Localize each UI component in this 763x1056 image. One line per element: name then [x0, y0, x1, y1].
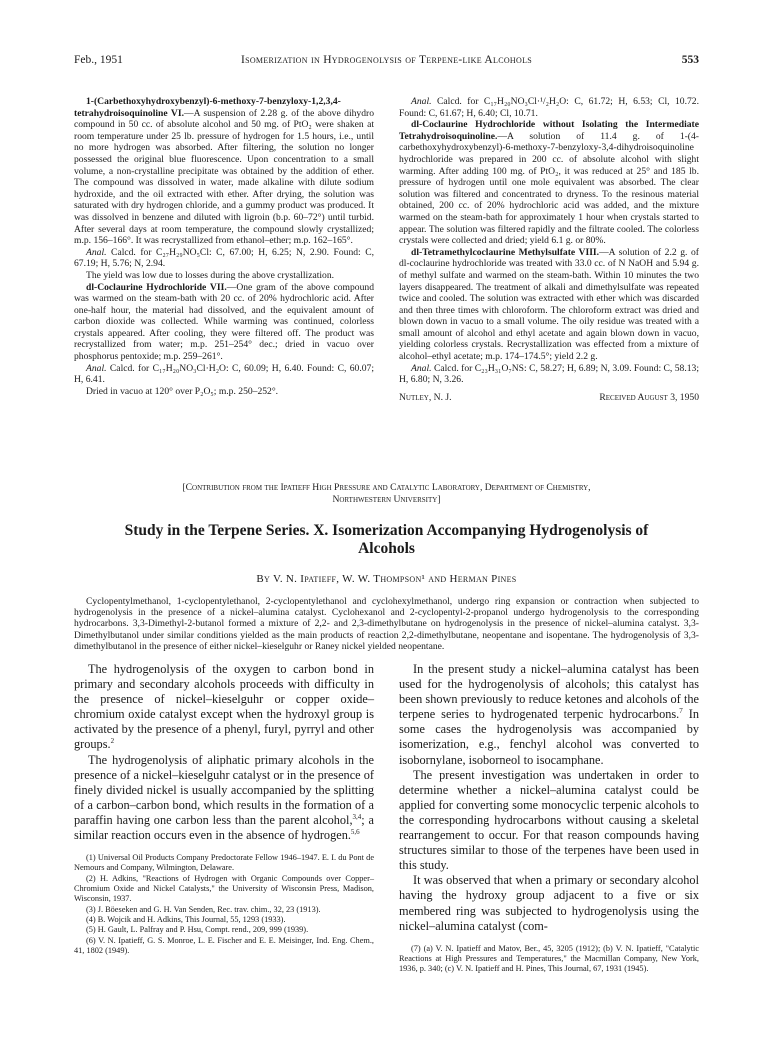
footnotes-left: [74, 853, 374, 956]
section-heading: dl-Coclaurine Hydrochloride VII.: [86, 281, 227, 293]
received-date: Received August 3, 1950: [599, 391, 699, 403]
citation-marker: 3,4: [352, 812, 362, 821]
paragraph-text: The hydrogenolysis of aliphatic primary alcohols in the presence of a nickel–kieselguhr catalyst or in the presence of finely divided nickel is usually accompanied by the splitting of a carbon–carbon bond, which results in the formation of a paraffin having one carbon less than the parent alcohol,: [74, 752, 374, 827]
paragraph-text: ; a similar reaction occurs even in the absence of hydrogen.: [74, 812, 374, 843]
previous-article-column-right: [399, 96, 699, 403]
contribution-line: [Contribution from the Ipatieff High Pressure and Catalytic Laboratory, Department of Chemistry,: [182, 482, 591, 493]
footnote: (2) H. Adkins, "Reactions of Hydrogen with Organic Compounds over Copper–Chromium Oxide and Nickel Catalysts," the University of Wisconsin Press, Madison, Wisconsin, 1937.: [74, 873, 374, 904]
footnote: (7) (a) V. N. Ipatieff and Matov, Ber., 45, 3205 (1912); (b) V. N. Ipatieff, "Catalytic Reactions at High Pressures and Temperatures," the Macmillan Company, New York, 1936, p. 340; (c) V. N. Ipatieff and H. Pines, This Journal, 67, 1931 (1945).: [399, 943, 699, 974]
footnote: (5) H. Gault, L. Palfray and P. Hsu, Compt. rend., 209, 999 (1939).: [86, 925, 309, 935]
previous-article-column-left: [74, 96, 374, 397]
section-heading: 1-(Carbethoxyhydroxybenzyl)-6-methoxy-7-benzyloxy-1,2,3,4-tetrahydroisoquinoline VI.: [74, 96, 341, 119]
paragraph-text: The present investigation was undertaken in order to determine whether a nickel–alumina catalyst could be applied for converting some monocyclic terpenic alcohols to the corresponding hydrocarbons without causing a skeletal rearrangement to occur. For that reason compounds having structures similar to those of the terpenes have been used in this study.: [399, 767, 699, 873]
paragraph-text: —One gram of the above compound was warmed on the steam-bath with 20 cc. of 20% hydrochloric acid. After one-half hour, the material had dissolved, and the equivalent amount of carbon dioxide was collected. While warming was continued, colorless crystals appeared. After cooling, they were filtered off. The product was recrystallized from water; m.p. 251–254° dec.; dried in vacuo over phosphorus pentoxide; m.p. 259–261°.: [74, 281, 374, 363]
paragraph-text: The yield was low due to losses during the above crystallization.: [86, 269, 335, 281]
citation-marker: 7: [679, 707, 683, 716]
paragraph-text: The hydrogenolysis of the oxygen to carbon bond in primary and secondary alcohols proceeds with difficulty in the presence of nickel–kieselguhr or copper oxide–chromium oxide catalyst except when the hydroxyl group is activated by the presence of a phenyl, furyl, pyrryl and other groups.: [74, 662, 374, 752]
footnote: (6) V. N. Ipatieff, G. S. Monroe, L. E. Fischer and E. E. Meisinger, Ind. Eng. Chem., 41, 1802 (1949).: [74, 935, 374, 955]
article-title-line: Study in the Terpene Series. X. Isomerization Accompanying Hydrogenolysis of: [124, 522, 649, 539]
issue-date: Feb., 1951: [74, 54, 123, 66]
analysis-text: Calcd. for C₁₇H₂₀NO₃Cl·¹/₂H₂O: C, 61.72; H, 6.53; Cl, 10.72. Found: C, 61.67; H, 6.40; Cl, 10.71.: [399, 96, 699, 119]
citation-marker: 5,6: [350, 827, 360, 836]
paragraph-text: In the present study a nickel–alumina catalyst has been used for the hydrogenolysis of alcohols; this catalyst has been shown previously to reduce ketones and alcohols of the terpene series to hydrogenated terpenic hydrocarbons.: [399, 662, 699, 722]
author-location: Nutley, N. J.: [399, 391, 452, 403]
footnote: (4) B. Wojcik and H. Adkins, This Journal, 55, 1293 (1933).: [86, 914, 286, 924]
body-column-left: [74, 662, 374, 956]
footnotes-right: [399, 944, 699, 975]
paragraph-text: —A solution of 11.4 g. of 1-(4-carbethoxyhydroxybenzyl)-6-methoxy-7-benzyloxy-3,4-dihydroisoquinoline hydrochloride was prepared in 200 cc. of absolute alcohol with slight warming. After adding 100 mg. of PtO₂, it was reduced at 25° and 185 lb. pressure of hydrogen until one mole equivalent was absorbed. The clear solution was filtered and concentrated to dryness. To the resinous material obtained, 200 cc. of 20% hydrochloric acid was added, and the mixture warmed on the steam-bath for approximately 1 hour when crystals started to appear. The solution was filtered rapidly and the filtrate cooled. The colorless crystals were collected and dried; yield 6.1 g. or 80%.: [399, 130, 699, 247]
article-title: [74, 522, 699, 558]
signature-row: [399, 392, 699, 404]
analysis-label: Anal.: [86, 246, 107, 258]
body-column-right: [399, 662, 699, 975]
paragraph-text: —A suspension of 2.28 g. of the above dihydro compound in 50 cc. of absolute alcohol and 50 mg. of PtO₂ were shaken at room temperature under 25 lb. pressure of hydrogen for 1.5 hours, i.e., until no more hydrogen was absorbed. After filtering, the solution no longer possessed the original blue fluorescence. Upon concentration to a small volume, a non-crystalline precipitate was obtained by the addition of ether. The compound was dissolved in water, made alkaline with dilute sodium hydroxide, and the oil extracted with ether. After drying, the solution was saturated with dry hydrogen chloride, and a gummy product was produced. It was dissolved in benzene and diluted with ligroin (b.p. 60–72°) until turbid. After several days at room temperature, the compound slowly crystallized; m.p. 156–166°. It was recrystallized from ethanol–ether; m.p. 162–165°.: [74, 107, 374, 247]
byline: By V. N. Ipatieff, W. W. Thompson¹ and Herman Pines: [256, 573, 517, 585]
paragraph-text: Dried in vacuo at 120° over P₂O₅; m.p. 250–252°.: [86, 385, 279, 397]
paragraph-text: In some cases the hydrogenolysis was accompanied by isomerization, e.g., fenchyl alcohol was converted to isobornylane, isoborneol to isocamphane.: [399, 707, 699, 767]
analysis-text: Calcd. for C₁₇H₂₀NO₃Cl·H₂O: C, 60.09; H, 6.40. Found: C, 60.07; H, 6.41.: [74, 362, 374, 386]
paragraph-text: —A solution of 2.2 g. of dl-coclaurine hydrochloride was treated with 33.0 cc. of N NaOH and 5.94 g. of methyl sulfate and warmed on the steam-bath. Within 10 minutes the two layers disappeared. The treatment of alkali and dimethylsulfate was repeated twice and cooled. The solution was extracted with ether which was discarded and then three times with chloroform. The chloroform extract was dried and blown down in vacuo to a small volume. The oily residue was treated with a small amount of alcohol and ethyl acetate and again blown down in vacuo, yielding colorless crystals. Recrystallization was effected from a mixture of alcohol–ethyl acetate; m.p. 174–174.5°; yield 2.2 g.: [399, 246, 699, 363]
analysis-text: Calcd. for C₂₇H₂₉NO₅Cl: C, 67.00; H, 6.25; N, 2.90. Found: C, 67.19; H, 5.76; N, 2.94.: [74, 246, 374, 270]
analysis-label: Anal.: [86, 362, 107, 374]
section-heading: dl-Tetramethylcoclaurine Methylsulfate VIII.: [411, 246, 600, 258]
contribution-note: [74, 482, 699, 506]
paragraph-text: It was observed that when a primary or secondary alcohol having the hydroxy group adjacent to a five or six membered ring was subjected to hydrogenolysis using the nickel–alumina catalyst (com-: [399, 873, 699, 933]
section-heading: dl-Coclaurine Hydrochloride without Isolating the Intermediate Tetrahydroisoquinoline.: [399, 119, 699, 142]
page-number: 553: [681, 54, 699, 66]
abstract: Cyclopentylmethanol, 1-cyclopentylethanol, 2-cyclopentylethanol and cyclohexylmethanol, undergo ring expansion or contraction when subjected to hydrogenolysis in the presence of a nickel–alumina catalyst. Cyclohexanol and 2-cyclopentyl-2-propanol undergo hydrogenolysis to the corresponding hydrocarbons. 3,3-Dimethyl-2-butanol formed a mixture of 2,2- and 2,3-dimethylbutane on hydrogenolysis in the presence of nickel–alumina catalyst. 3,3-Dimethylbutanol under similar conditions yielded as the main products of reaction 2,2-dimethylbutane, neopentane and isopentane. The hydrogenolysis of 3,3-dimethylbutanol in the presence of either nickel–kieselguhr or Raney nickel yielded neopentane.: [74, 596, 699, 652]
article-title-line: Alcohols: [358, 540, 415, 557]
citation-marker: 2: [110, 737, 115, 746]
running-title: Isomerization in Hydrogenolysis of Terpene-like Alcohols: [240, 54, 533, 66]
footnote: (3) J. Böeseken and G. H. Van Senden, Rec. trav. chim., 32, 23 (1913).: [86, 904, 321, 914]
analysis-label: Anal.: [411, 362, 432, 374]
analysis-text: Calcd. for C₂₃H₃₁O₇NS: C, 58.27; H, 6.89; N, 3.09. Found: C, 58.13; H, 6.80; N, 3.26.: [399, 362, 699, 386]
footnote: (1) Universal Oil Products Company Predoctorate Fellow 1946–1947. E. I. du Pont de Nemours and Company, Wilmington, Delaware.: [74, 853, 374, 873]
analysis-label: Anal.: [411, 96, 432, 107]
contribution-line: Northwestern University]: [332, 494, 441, 505]
running-head: [74, 54, 699, 70]
